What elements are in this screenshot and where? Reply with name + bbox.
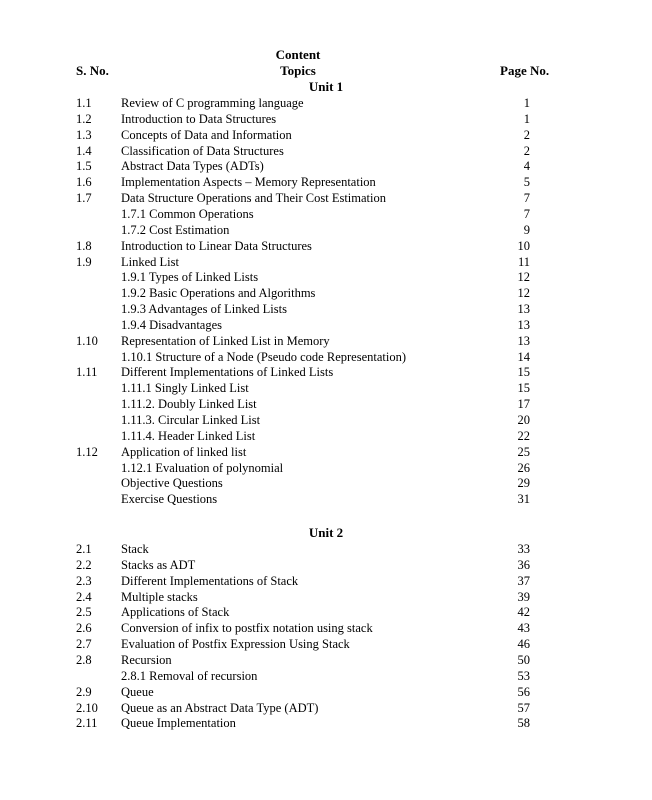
page-number: 56 <box>517 684 530 699</box>
topic-title: Exercise Questions <box>121 492 218 507</box>
page-number: 14 <box>517 349 530 364</box>
topic-title: 1.9.4 Disadvantages <box>121 317 223 332</box>
toc-row <box>0 460 652 476</box>
topic-title: 1.7.1 Common Operations <box>121 206 254 221</box>
section-number: 2.5 <box>76 605 92 620</box>
page-number: 20 <box>517 413 530 427</box>
toc-row <box>0 269 652 285</box>
topic-title: 1.11.4. Header Linked List <box>121 428 256 443</box>
section-number: 2.2 <box>76 557 92 572</box>
toc-row <box>0 254 652 270</box>
page-number: 7 <box>523 191 530 206</box>
topic-title: Objective Questions <box>121 476 223 491</box>
page-number: 29 <box>517 476 530 491</box>
toc-row <box>0 206 652 222</box>
toc-row <box>0 238 652 254</box>
toc-row <box>0 301 652 317</box>
topic-title: Different Implementations of Stack <box>121 573 299 588</box>
section-number: 1.12 <box>76 444 98 459</box>
page-number: 50 <box>517 652 530 667</box>
section-number: 2.1 <box>76 542 92 556</box>
page-number: 12 <box>517 286 530 301</box>
topic-title: Linked List <box>121 254 179 269</box>
toc-row <box>0 475 652 491</box>
page-number: 1 <box>523 111 530 126</box>
page-number: 37 <box>517 573 530 588</box>
toc-row <box>0 412 652 428</box>
page-number: 15 <box>517 365 530 380</box>
page-number: 17 <box>517 397 530 412</box>
topic-title: Abstract Data Types (ADTs) <box>121 159 264 174</box>
section-number: 1.2 <box>76 111 92 126</box>
topic-title: Multiple stacks <box>121 589 198 604</box>
toc-row <box>0 636 652 652</box>
toc-row <box>0 380 652 396</box>
section-number: 2.7 <box>76 637 92 652</box>
toc-row <box>0 573 652 589</box>
topic-title: Representation of Linked List in Memory <box>121 333 330 348</box>
page-number: 10 <box>517 238 530 253</box>
toc-row <box>0 668 652 684</box>
topic-title: Queue Implementation <box>121 716 236 731</box>
page-number: 1 <box>523 96 530 110</box>
page-column-header: Page No. <box>500 63 550 78</box>
section-number: 2.9 <box>76 684 92 699</box>
topic-title: Queue <box>121 684 154 699</box>
toc-row <box>0 317 652 333</box>
topic-title: Introduction to Linear Data Structures <box>121 238 312 253</box>
section-number: 2.11 <box>76 716 98 731</box>
toc-row <box>0 333 652 349</box>
topics-column-header: Topics <box>280 63 316 78</box>
page-number: 53 <box>517 668 530 683</box>
toc-row <box>0 190 652 206</box>
topic-title: 1.9.2 Basic Operations and Algorithms <box>121 286 316 301</box>
page-number: 7 <box>523 206 530 221</box>
page-number: 2 <box>523 127 530 142</box>
topic-title: 1.7.2 Cost Estimation <box>121 222 230 237</box>
page-number: 5 <box>523 175 530 190</box>
topic-title: Stack <box>121 542 149 556</box>
toc-row <box>0 285 652 301</box>
topic-title: 1.11.2. Doubly Linked List <box>121 397 257 412</box>
page-title: Content <box>275 47 321 62</box>
topic-title: Introduction to Data Structures <box>121 111 277 126</box>
page-number: 57 <box>517 700 530 715</box>
section-number: 1.3 <box>76 127 92 142</box>
topic-title: Conversion of infix to postfix notation using stack <box>121 621 373 636</box>
page-number: 13 <box>517 317 530 332</box>
toc-row <box>0 557 652 573</box>
topic-title: Data Structure Operations and Their Cost Estimation <box>121 191 386 206</box>
toc-row <box>0 428 652 444</box>
page-number: 36 <box>517 557 530 572</box>
section-number: 1.7 <box>76 191 92 206</box>
topic-title: Stacks as ADT <box>121 557 196 572</box>
topic-title: Classification of Data Structures <box>121 143 284 158</box>
page-number: 58 <box>517 716 530 731</box>
toc-row <box>0 158 652 174</box>
section-number: 2.3 <box>76 573 92 588</box>
topic-title: Different Implementations of Linked Lists <box>121 365 334 380</box>
topic-title: Queue as an Abstract Data Type (ADT) <box>121 700 319 715</box>
topic-title: 1.9.3 Advantages of Linked Lists <box>121 302 287 317</box>
topic-title: Concepts of Data and Information <box>121 127 292 142</box>
section-number: 1.8 <box>76 238 92 253</box>
section-number: 1.4 <box>76 143 92 158</box>
section-number: 2.10 <box>76 700 98 715</box>
section-number: 2.6 <box>76 621 92 636</box>
topic-title: 1.11.3. Circular Linked List <box>121 413 261 427</box>
page-number: 39 <box>517 589 530 604</box>
topic-title: 1.12.1 Evaluation of polynomial <box>121 460 284 475</box>
page-number: 13 <box>517 333 530 348</box>
toc-row <box>0 491 652 507</box>
toc-row <box>0 396 652 412</box>
toc-row <box>0 95 652 111</box>
topic-title: 1.11.1 Singly Linked List <box>121 381 249 396</box>
section-number: 2.8 <box>76 652 92 667</box>
topic-title: Applications of Stack <box>121 605 230 620</box>
section-number: 1.1 <box>76 96 92 110</box>
toc-row <box>0 222 652 238</box>
toc-row <box>0 143 652 159</box>
toc-row <box>0 444 652 460</box>
page-number: 11 <box>517 254 530 269</box>
page-number: 4 <box>523 159 530 174</box>
section-number: 1.5 <box>76 159 92 174</box>
toc-row <box>0 111 652 127</box>
topic-title: Recursion <box>121 652 172 667</box>
topic-title: Evaluation of Postfix Expression Using Stack <box>121 637 350 652</box>
page-number: 9 <box>523 222 530 237</box>
page-number: 2 <box>523 143 530 158</box>
toc-row <box>0 127 652 143</box>
page-number: 42 <box>517 605 530 620</box>
toc-row <box>0 604 652 620</box>
section-number: 2.4 <box>76 589 92 604</box>
section-number: 1.9 <box>76 254 92 269</box>
page-number: 13 <box>517 302 530 317</box>
unit-heading: Unit 1 <box>308 79 344 94</box>
toc-row <box>0 652 652 668</box>
page-number: 33 <box>517 542 530 556</box>
section-number: 1.10 <box>76 333 98 348</box>
toc-row <box>0 541 652 557</box>
page-number: 12 <box>517 270 530 285</box>
toc-row <box>0 349 652 365</box>
page-number: 22 <box>517 428 530 443</box>
topic-title: Review of C programming language <box>121 96 304 110</box>
page-number: 26 <box>517 460 530 475</box>
page-number: 43 <box>517 621 530 636</box>
section-number: 1.6 <box>76 175 92 190</box>
topic-title: 1.10.1 Structure of a Node (Pseudo code Representation) <box>121 349 406 364</box>
section-number: 1.11 <box>76 365 98 380</box>
toc-row <box>0 700 652 716</box>
toc-row <box>0 174 652 190</box>
page-number: 31 <box>517 492 530 507</box>
page-number: 25 <box>517 444 530 459</box>
sno-column-header: S. No. <box>76 63 109 78</box>
page-number: 46 <box>517 637 530 652</box>
page-number: 15 <box>517 381 530 396</box>
toc-row <box>0 684 652 700</box>
toc-row <box>0 620 652 636</box>
toc-row <box>0 715 652 731</box>
topic-title: 1.9.1 Types of Linked Lists <box>121 270 259 285</box>
toc-row <box>0 589 652 605</box>
topic-title: Application of linked list <box>121 444 247 459</box>
toc-row <box>0 364 652 380</box>
topic-title: Implementation Aspects – Memory Representation <box>121 175 376 190</box>
topic-title: 2.8.1 Removal of recursion <box>121 668 258 683</box>
unit-heading: Unit 2 <box>308 525 344 540</box>
